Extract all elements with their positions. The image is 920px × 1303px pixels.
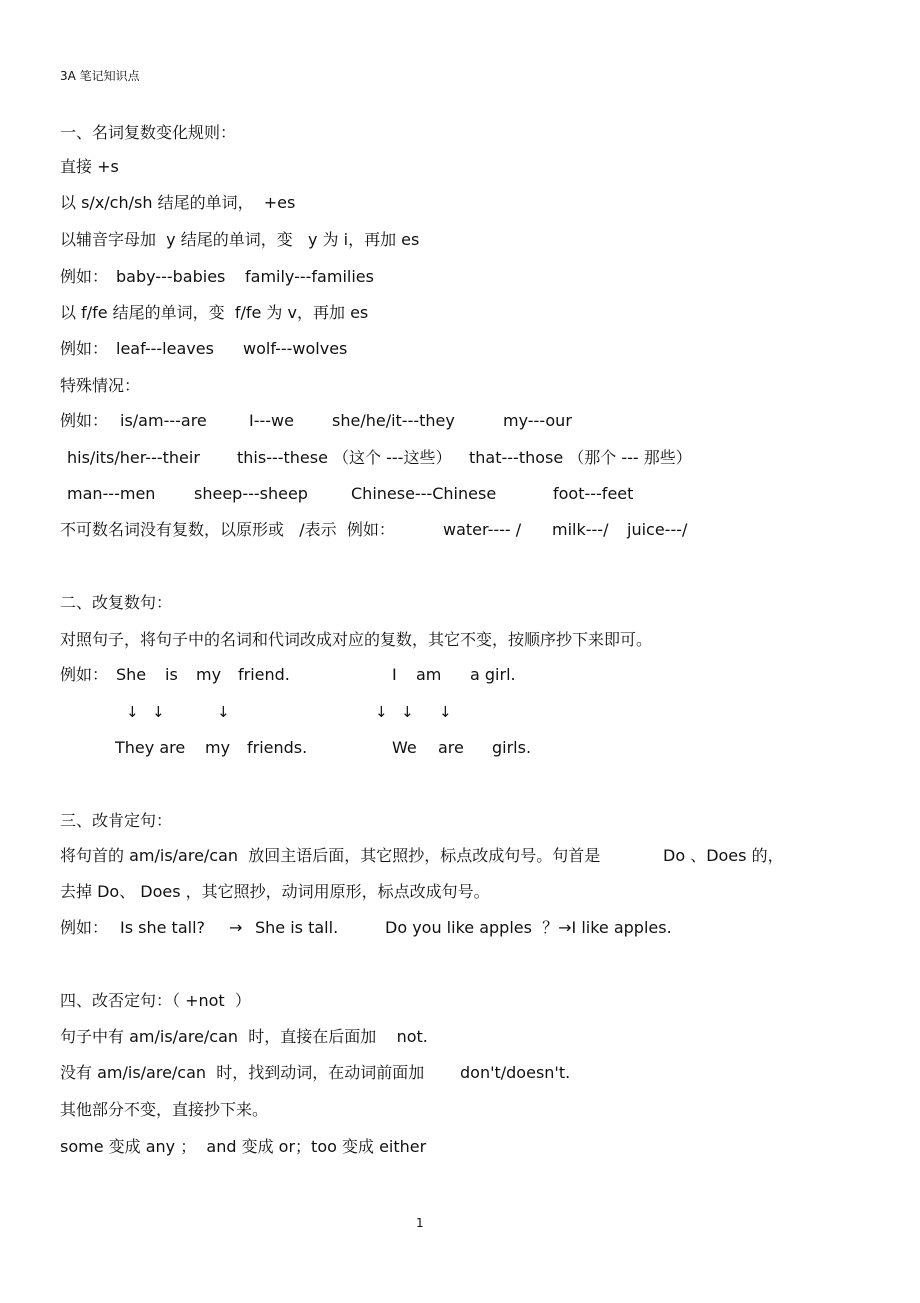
section4-title: 四、改否定句：（ +not ） — [60, 991, 251, 1010]
special-chinese: Chinese---Chinese — [351, 484, 497, 503]
special-that-those: that---those （那个 --- 那些） — [469, 448, 692, 467]
special-this-these: this---these （这个 ---这些） — [237, 448, 452, 467]
special-his-its-her: his/its/her---their — [67, 448, 200, 467]
special-is-am: is/am---are — [120, 411, 207, 430]
word-she: She — [116, 665, 147, 684]
negative-rule-2-dont: don't/doesn't. — [460, 1063, 571, 1082]
word-a-girl: a girl. — [470, 665, 516, 684]
word-we: We — [392, 738, 417, 757]
example-family: family---families — [245, 267, 374, 286]
example-leaf: leaf---leaves — [116, 339, 214, 358]
special-cases-label: 特殊情况： — [60, 376, 141, 395]
word-they-are: They are — [115, 738, 186, 757]
negative-rule-4: some 变成 any ； and 变成 or；too 变成 either — [60, 1137, 427, 1156]
section3-title: 三、改肯定句： — [60, 811, 173, 830]
section3-description-line1: 将句首的 am/is/are/can 放回主语后面，其它照抄，标点改成句号。句首是 — [60, 846, 601, 865]
special-man-men: man---men — [67, 484, 156, 503]
special-sheep: sheep---sheep — [194, 484, 308, 503]
special-my-our: my---our — [503, 411, 572, 430]
down-arrow-icon: ↓ — [401, 703, 414, 721]
word-friends: friends. — [247, 738, 308, 757]
rule-plus-s: 直接 +s — [60, 157, 119, 176]
rule-f-to-v: 以 f/fe 结尾的单词，变 f/fe 为 v，再加 es — [60, 303, 369, 322]
example-wolf: wolf---wolves — [243, 339, 348, 358]
section1-title: 一、名词复数变化规则： — [60, 123, 237, 142]
example-prefix: 例如： — [60, 339, 109, 358]
uncountable-juice: juice---/ — [627, 520, 688, 539]
example-prefix: 例如： — [60, 918, 109, 937]
down-arrow-icon: ↓ — [217, 703, 230, 721]
example-prefix: 例如： — [60, 267, 109, 286]
down-arrow-icon: ↓ — [439, 703, 452, 721]
word-friend: friend. — [238, 665, 290, 684]
example-prefix: 例如： — [60, 411, 109, 430]
down-arrow-icon: ↓ — [152, 703, 165, 721]
word-i: I — [392, 665, 397, 684]
section3-description-line2: 去掉 Do、 Does ，其它照抄，动词用原形，标点改成句号。 — [60, 882, 490, 901]
special-foot-feet: foot---feet — [553, 484, 634, 503]
negative-rule-1: 句子中有 am/is/are/can 时，直接在后面加 not. — [60, 1027, 428, 1046]
uncountable-milk: milk---/ — [552, 520, 609, 539]
example-baby: baby---babies — [116, 267, 226, 286]
special-i-we: I---we — [249, 411, 294, 430]
rule-y-to-i: 以辅音字母加 y 结尾的单词，变 y 为 i，再加 es — [60, 230, 420, 249]
section2-description: 对照句子，将句子中的名词和代词改成对应的复数，其它不变，按顺序抄下来即可。 — [60, 630, 653, 649]
example-statement: She is tall. — [255, 918, 339, 937]
word-is: is — [165, 665, 178, 684]
negative-rule-3: 其他部分不变，直接抄下来。 — [60, 1100, 269, 1119]
example-apples: Do you like apples ？→I like apples. — [385, 918, 672, 937]
right-arrow-icon: → — [229, 918, 243, 937]
page-number: 1 — [416, 1216, 424, 1230]
uncountable-water: water---- / — [443, 520, 522, 539]
special-she-he-it: she/he/it---they — [332, 411, 455, 430]
word-am: am — [416, 665, 442, 684]
example-question: Is she tall? — [120, 918, 206, 937]
down-arrow-icon: ↓ — [126, 703, 139, 721]
example-prefix: 例如： — [60, 665, 109, 684]
rule-plus-es: 以 s/x/ch/sh 结尾的单词， +es — [60, 193, 296, 212]
down-arrow-icon: ↓ — [375, 703, 388, 721]
uncountable-rule: 不可数名词没有复数，以原形或 /表示 例如： — [60, 520, 395, 539]
page-header: 3A 笔记知识点 — [60, 69, 140, 83]
negative-rule-2: 没有 am/is/are/can 时，找到动词，在动词前面加 — [60, 1063, 425, 1082]
word-girls: girls. — [492, 738, 532, 757]
word-are: are — [438, 738, 464, 757]
section2-title: 二、改复数句： — [60, 593, 173, 612]
section3-description-do-does: Do 、Does 的， — [663, 846, 784, 865]
word-my: my — [196, 665, 222, 684]
word-my-plural: my — [205, 738, 231, 757]
